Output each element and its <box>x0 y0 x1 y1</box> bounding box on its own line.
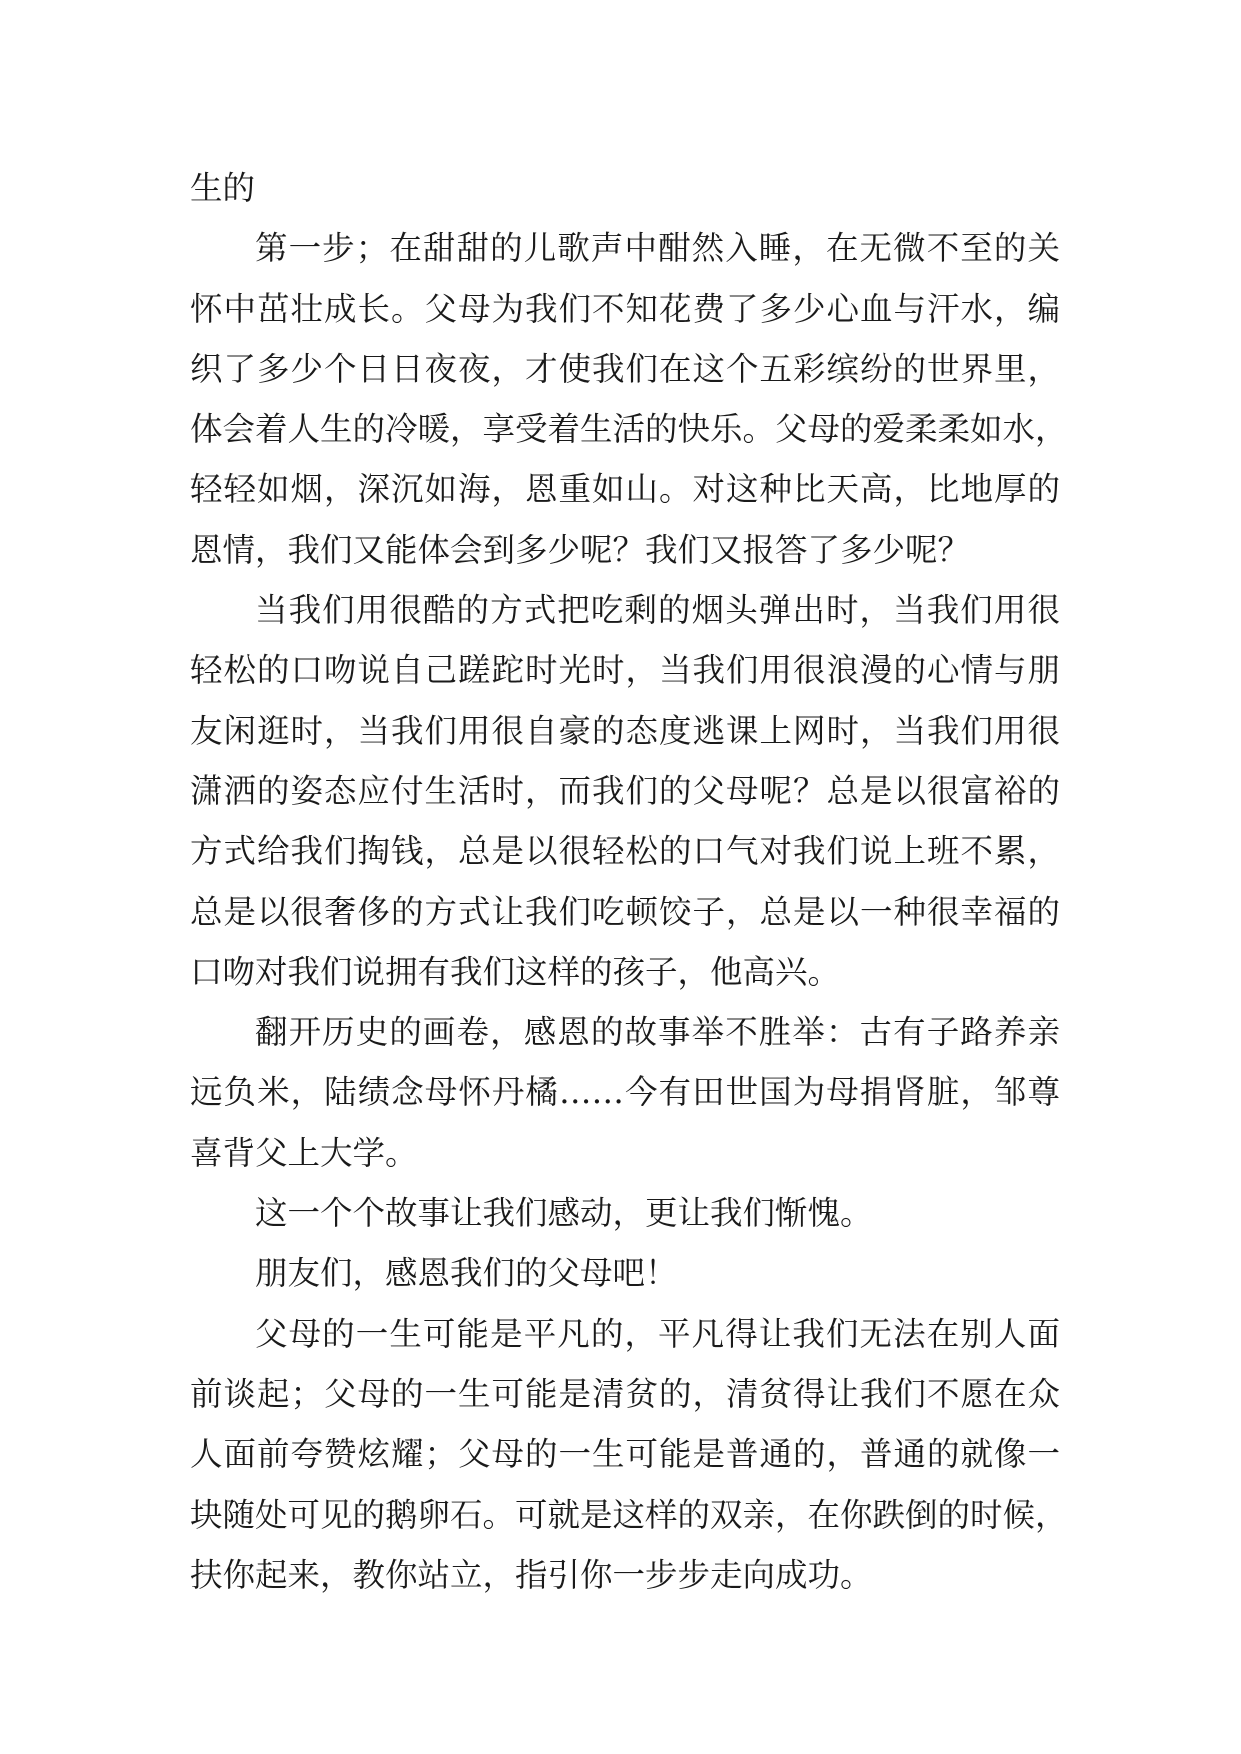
text-line: 潇洒的姿态应付生活时，而我们的父母呢？总是以很富裕的 <box>190 771 1060 810</box>
text-line: 恩情，我们又能体会到多少呢？我们又报答了多少呢？ <box>190 530 971 569</box>
text-line: 方式给我们掏钱，总是以很轻松的口气对我们说上班不累， <box>190 832 1060 871</box>
text-line: 人面前夸赞炫耀；父母的一生可能是普通的，普通的就像一 <box>190 1435 1060 1474</box>
text-line: 朋友们，感恩我们的父母吧！ <box>255 1254 678 1293</box>
text-line: 翻开历史的画卷，感恩的故事举不胜举：古有子路养亲 <box>255 1013 1060 1052</box>
text-line: 远负米，陆绩念母怀丹橘……今有田世国为母捐肾脏，邹尊 <box>190 1073 1060 1112</box>
text-line: 体会着人生的冷暖，享受着生活的快乐。父母的爱柔柔如水， <box>190 410 1068 449</box>
text-line: 轻松的口吻说自己蹉跎时光时，当我们用很浪漫的心情与朋 <box>190 651 1060 690</box>
text-line: 口吻对我们说拥有我们这样的孩子，他高兴。 <box>190 952 841 991</box>
text-line: 友闲逛时，当我们用很自豪的态度逃课上网时，当我们用很 <box>190 711 1060 750</box>
text-line: 这一个个故事让我们感动，更让我们惭愧。 <box>255 1194 873 1233</box>
text-line: 当我们用很酷的方式把吃剩的烟头弹出时，当我们用很 <box>255 591 1060 630</box>
text-line: 生的 <box>190 169 256 207</box>
text-line: 轻轻如烟，深沉如海，恩重如山。对这种比天高，比地厚的 <box>190 470 1060 509</box>
text-line: 父母的一生可能是平凡的，平凡得让我们无法在别人面 <box>255 1314 1060 1353</box>
text-line: 前谈起；父母的一生可能是清贫的，清贫得让我们不愿在众 <box>190 1374 1060 1413</box>
text-line: 第一步；在甜甜的儿歌声中酣然入睡，在无微不至的关 <box>255 229 1060 268</box>
text-line: 怀中茁壮成长。父母为我们不知花费了多少心血与汗水，编 <box>190 289 1060 328</box>
text-line: 织了多少个日日夜夜，才使我们在这个五彩缤纷的世界里， <box>190 349 1060 388</box>
text-line: 块随处可见的鹅卵石。可就是这样的双亲，在你跌倒的时候， <box>190 1495 1068 1534</box>
text-line: 总是以很奢侈的方式让我们吃顿饺子，总是以一种很幸福的 <box>190 892 1060 931</box>
text-line: 扶你起来，教你站立，指引你一步步走向成功。 <box>190 1555 873 1594</box>
text-line: 喜背父上大学。 <box>190 1133 418 1172</box>
body-text <box>190 158 1068 1605</box>
